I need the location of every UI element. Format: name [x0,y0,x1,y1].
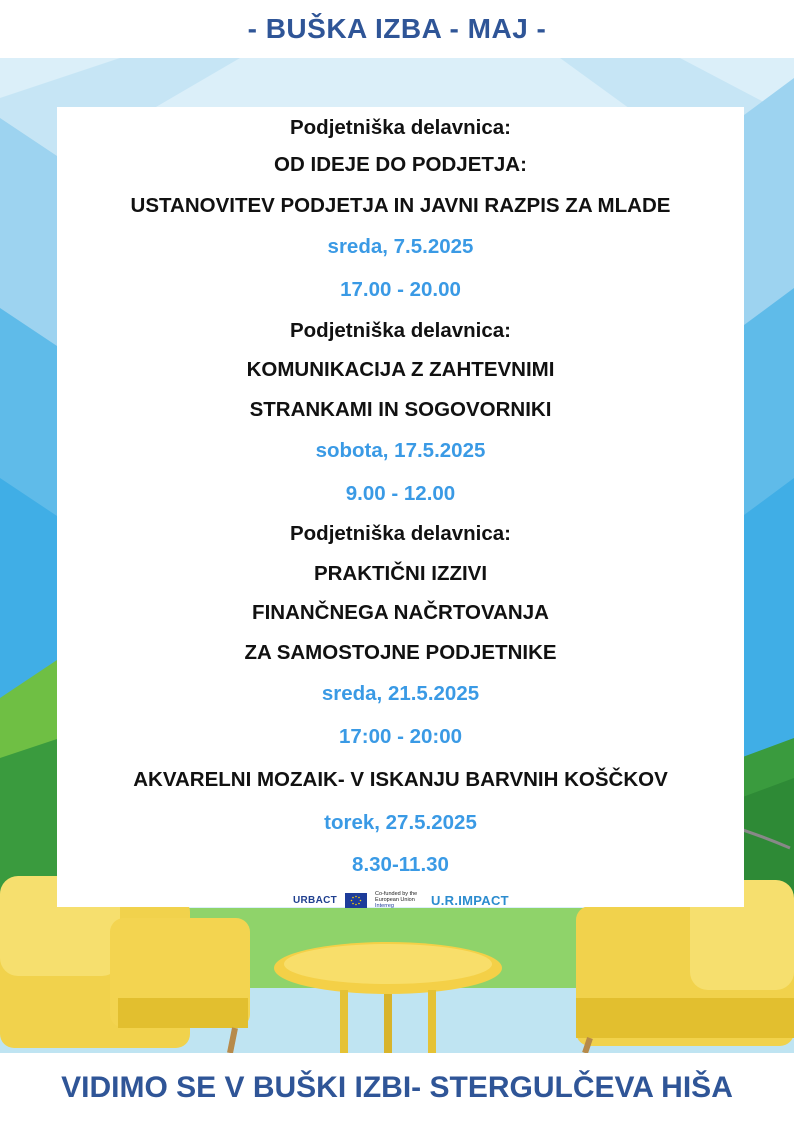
urbact-logo: URBACT [293,894,338,906]
event-2-title-line-1: KOMUNIKACIJA Z ZAHTEVNIMI [246,358,555,381]
event-1-time: 17.00 - 20.00 [340,278,461,301]
event-3-date: sreda, 21.5.2025 [321,682,480,705]
event-3-title-line-1: PRAKTIČNI IZZIVI [313,562,488,585]
event-1-title-line-2: USTANOVITEV PODJETJA IN JAVNI RAZPIS ZA MLADE [130,194,671,217]
urimpact-logo: U.R.IMPACT [431,892,509,908]
eu-flag-icon [345,893,367,908]
page-title: - BUŠKA IZBA - MAJ - [247,13,547,44]
partner-logos [293,889,533,911]
event-panel [57,107,744,907]
event-2-category: Podjetniška delavnica: [289,319,512,342]
event-3-time: 17:00 - 20:00 [338,725,463,748]
event-2-date: sobota, 17.5.2025 [315,439,486,462]
event-4-time: 8.30-11.30 [352,853,449,876]
event-2-title-line-2: STRANKAMI IN SOGOVORNIKI [249,398,552,421]
eu-cofunded-text [375,891,423,909]
event-1-title-line-1: OD IDEJE DO PODJETJA: [274,153,527,176]
event-3-category: Podjetniška delavnica: [289,522,512,545]
event-3-title-line-2: FINANČNEGA NAČRTOVANJA [252,601,549,624]
event-4-date: torek, 27.5.2025 [324,811,477,834]
eu-sub-label: Interreg [375,903,394,909]
event-3-title-line-3: ZA SAMOSTOJNE PODJETNIKE [244,641,557,664]
event-4-title: AKVARELNI MOZAIK- V ISKANJU BARVNIH KOŠČKOV [133,768,668,791]
eu-cofunded-label: Co-funded by the European Union [375,891,418,903]
event-1-date: sreda, 7.5.2025 [327,235,474,258]
event-2-time: 9.00 - 12.00 [345,482,456,505]
footer-location: VIDIMO SE V BUŠKI IZBI- STERGULČEVA HIŠA [61,1071,733,1104]
event-1-category: Podjetniška delavnica: [289,116,512,139]
